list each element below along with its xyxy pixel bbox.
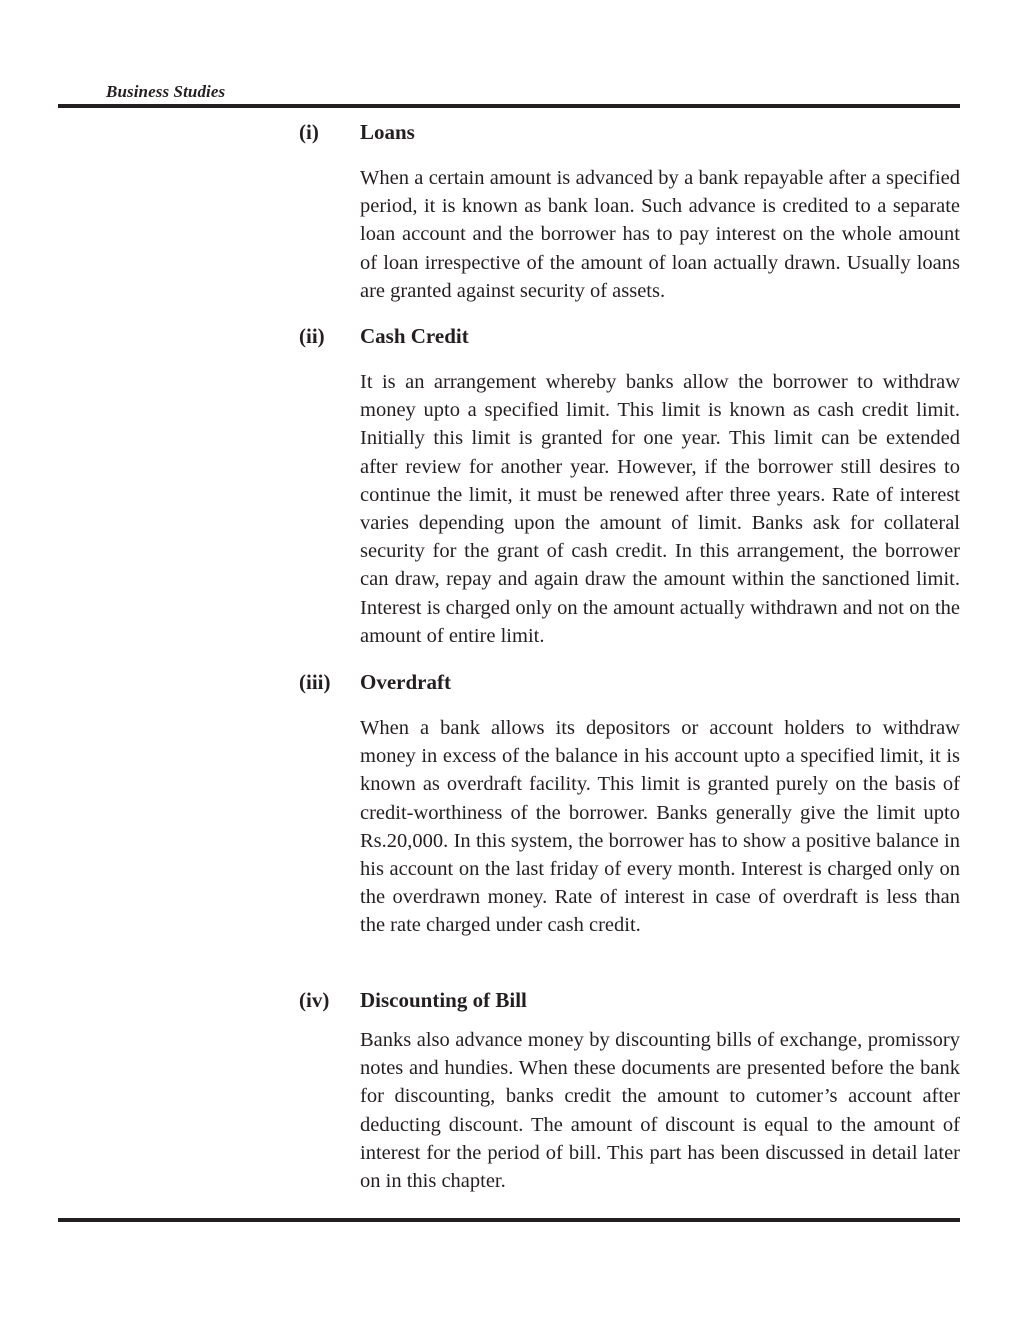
section-heading: Overdraft — [360, 670, 451, 694]
section-numeral: (iv) — [299, 988, 330, 1012]
section-heading: Loans — [360, 120, 415, 144]
footer-divider — [58, 1218, 960, 1222]
section-numeral: (iii) — [299, 670, 331, 694]
section-paragraph: It is an arrangement whereby banks allow the borrower to withdraw money upto a specified limit. This limit is known as cash credit limit. Initially this limit is granted for one year. This limit can be extended after review for another year. However, if the borrower still desires to continue the limit, it must be renewed after three years. Rate of interest varies depending upon the amount of limit. Banks ask for collateral security for the grant of cash credit. In this arrangement, the borrower can draw, repay and again draw the amount within the sanctioned limit. Interest is charged only on the amount actually withdrawn and not on the amount of entire limit. — [360, 371, 960, 647]
header-divider — [58, 104, 960, 108]
section-paragraph: When a certain amount is advanced by a bank repayable after a specified period, it is known as bank loan. Such advance is credited to a separate loan account and the borrower has to pay interest on the whole amount of loan irrespective of the amount of loan actually drawn. Usually loans are granted against security of assets. — [360, 167, 960, 302]
section-numeral: (ii) — [299, 324, 325, 348]
running-head: Business Studies — [106, 82, 226, 101]
section-heading: Discounting of Bill — [360, 988, 527, 1012]
section-numeral: (i) — [299, 120, 319, 144]
section-paragraph: Banks also advance money by discounting bills of exchange, promissory notes and hundies. When these documents are presented before the bank for discounting, banks credit the amount to cutomer’s account after deducting discount. The amount of discount is equal to the amount of interest for the period of bill. This part has been discussed in detail later on in this chapter. — [360, 1029, 960, 1193]
section-heading: Cash Credit — [360, 324, 469, 348]
section-paragraph: When a bank allows its depositors or account holders to withdraw money in excess of the balance in his account upto a specified limit, it is known as overdraft facility. This limit is granted purely on the basis of credit-worthiness of the borrower. Banks generally give the limit upto Rs.20,000. In this system, the borrower has to show a positive balance in his account on the last friday of every month. Interest is charged only on the overdrawn money. Rate of interest in case of overdraft is less than the rate charged under cash credit. — [360, 717, 960, 937]
